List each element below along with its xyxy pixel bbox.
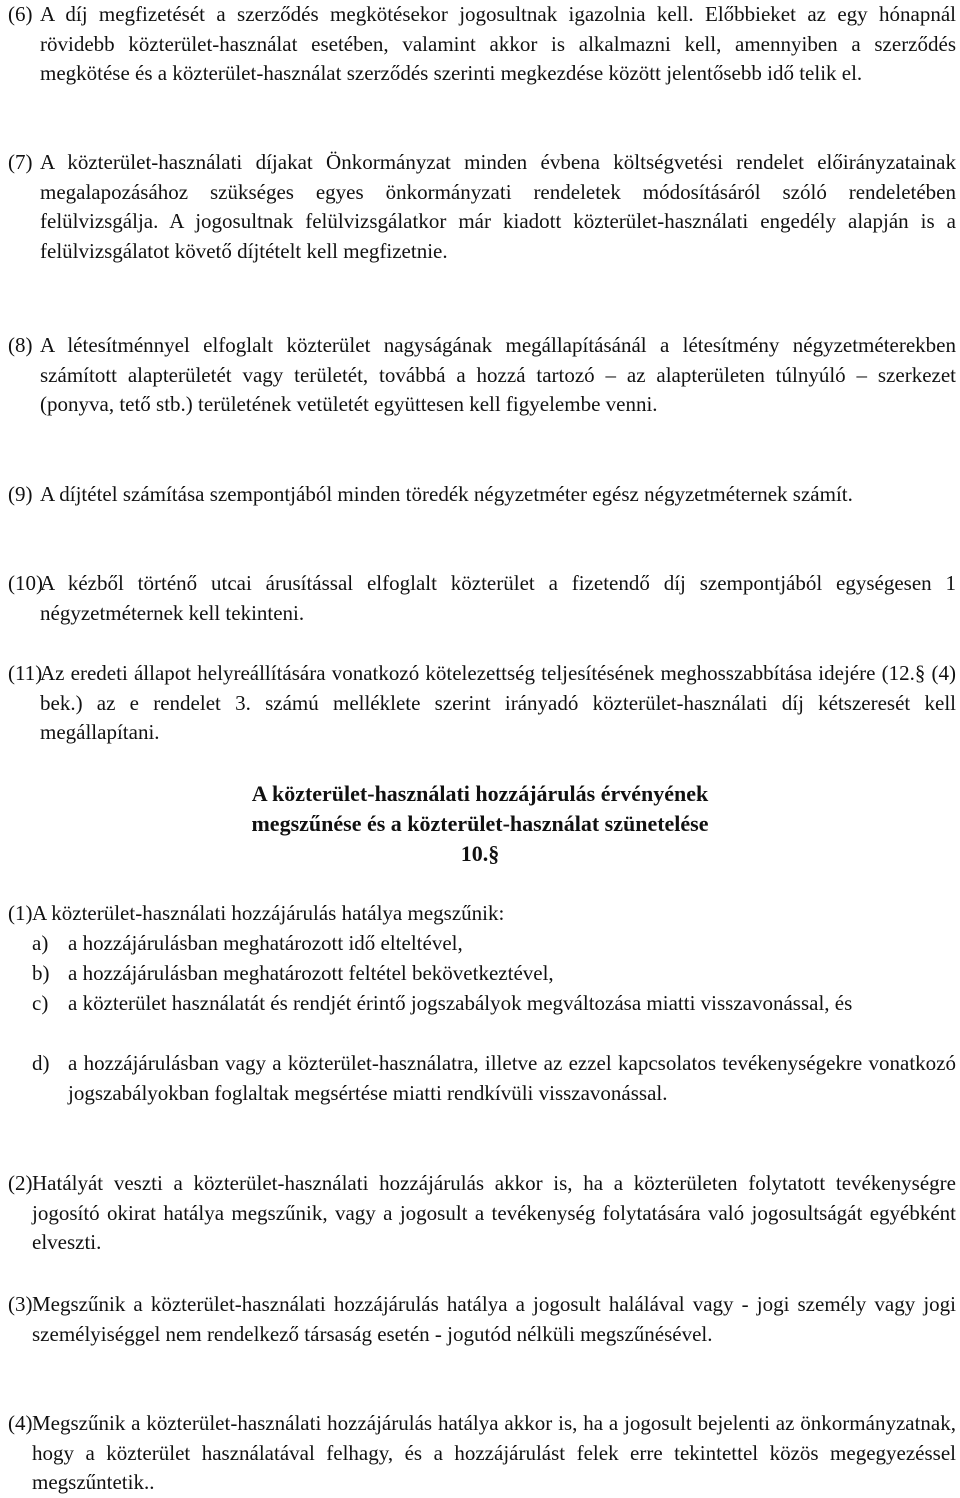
paragraph-text: Megszűnik a közterület-használati hozzájárulás hatálya akkor is, ha a jogosult bejelenti az önkormányzatnak, hogy a közterület használatával felhagy, és a hozzájárulást felek erre tekintettel közös megegyezéssel megszűntetik..: [32, 1411, 956, 1495]
paragraph-b-4: [8, 1409, 956, 1498]
paragraph-9: [8, 480, 956, 510]
paragraph-text: Az eredeti állapot helyreállítására vonatkozó kötelezettség teljesítésének meghosszabbítása idejére (12.§ (4) bek.) az e rendelet 3. számú melléklete szerint irányadó közterület-használati díj kétszeresét kell megállapítani.: [40, 661, 956, 745]
paragraph-text: A kézből történő utcai árusítással elfoglalt közterület a fizetendő díj szempontjából egységesen 1 négyzetméternek kell tekinteni.: [40, 571, 956, 625]
paragraph-8: [8, 331, 956, 420]
paragraph-b-1: [8, 899, 956, 929]
paragraph-number: (4): [8, 1411, 33, 1435]
list-item-label: d): [32, 1051, 50, 1075]
list-item-label: a): [32, 931, 49, 955]
list-item-text: a hozzájárulásban vagy a közterület-használatra, illetve az ezzel kapcsolatos tevékenységekre vonatkozó jogszabályokban foglaltak megsértése miatti rendkívüli visszavonással.: [68, 1051, 956, 1105]
list-item-text: a hozzájárulásban meghatározott idő elteltével,: [68, 931, 463, 955]
paragraph-b-2: [8, 1169, 956, 1258]
paragraph-7: [8, 148, 956, 266]
heading-line: megszűnése és a közterület-használat szünetelése: [251, 811, 709, 836]
paragraph-number: (8): [8, 333, 33, 357]
paragraph-text: A közterület-használati díjakat Önkormányzat minden évbena költségvetési rendelet előirányzatainak megalapozásához szükséges egyes önkormányzati rendeletek módosításáról szóló rendeletében felülvizsgálja. A jogosultnak felülvizsgálatkor már kiadott közterület-használati engedély alapján is a felülvizsgálatot követő díjtételt kell megfizetnie.: [40, 150, 956, 263]
list-item-text: a közterület használatát és rendjét érintő jogszabályok megváltozása miatti visszavonással, és: [68, 991, 853, 1015]
paragraph-number: (2): [8, 1171, 33, 1195]
list-item: [32, 959, 956, 989]
paragraph-number: (7): [8, 150, 33, 174]
paragraph-10: [8, 569, 956, 628]
heading-line: A közterület-használati hozzájárulás érvényének: [251, 781, 709, 806]
paragraph-number: (1): [8, 901, 33, 925]
paragraph-6: [8, 0, 956, 89]
section-number: 10.§: [460, 841, 500, 866]
paragraph-number: (3): [8, 1292, 33, 1316]
paragraph-text: A díjtétel számítása szempontjából minden töredék négyzetméter egész négyzetméternek számít.: [40, 482, 853, 506]
paragraph-text: A közterület-használati hozzájárulás hatálya megszűnik:: [32, 901, 505, 925]
list-item-label: c): [32, 991, 49, 1015]
list-item-text: a hozzájárulásban meghatározott feltétel bekövetkeztével,: [68, 961, 554, 985]
paragraph-text: Megszűnik a közterület-használati hozzájárulás hatálya a jogosult halálával vagy - jogi személy vagy jogi személyiséggel nem rendelkező társaság esetén - jogutód nélküli megszűnésével.: [32, 1292, 956, 1346]
list-item: [32, 989, 956, 1019]
paragraph-text: Hatályát veszti a közterület-használati hozzájárulás akkor is, ha a közterületen folytatott tevékenységre jogosító okirat hatálya megszűnik, vagy a jogosult a tevékenység folytatására való jogosultságát egyébként elveszti.: [32, 1171, 956, 1255]
paragraph-number: (10): [8, 571, 43, 595]
section-heading: [0, 779, 960, 869]
paragraph-number: (11): [8, 661, 43, 685]
paragraph-text: A díj megfizetését a szerződés megkötésekor jogosultnak igazolnia kell. Előbbieket az egy hónapnál rövidebb közterület-használat esetében, valamint akkor is alkalmazni kell, amennyiben a szerződés megkötése és a közterület-használat szerződés szerinti megkezdése között jelentősebb idő telik el.: [40, 2, 956, 86]
list-item-label: b): [32, 961, 50, 985]
paragraph-b-3: [8, 1290, 956, 1349]
paragraph-number: (9): [8, 482, 33, 506]
paragraph-number: (6): [8, 2, 33, 26]
paragraph-text: A létesítménnyel elfoglalt közterület nagyságának megállapításánál a létesítmény négyzetméterekben számított alapterületét vagy területét, továbbá a hozzá tartozó – az alapterületen túlnyúló – szerkezet (ponyva, tető stb.) területének vetületét együttesen kell figyelembe venni.: [40, 333, 956, 417]
list-item: [32, 929, 956, 959]
paragraph-11: [8, 659, 956, 748]
list-item: [32, 1049, 956, 1108]
